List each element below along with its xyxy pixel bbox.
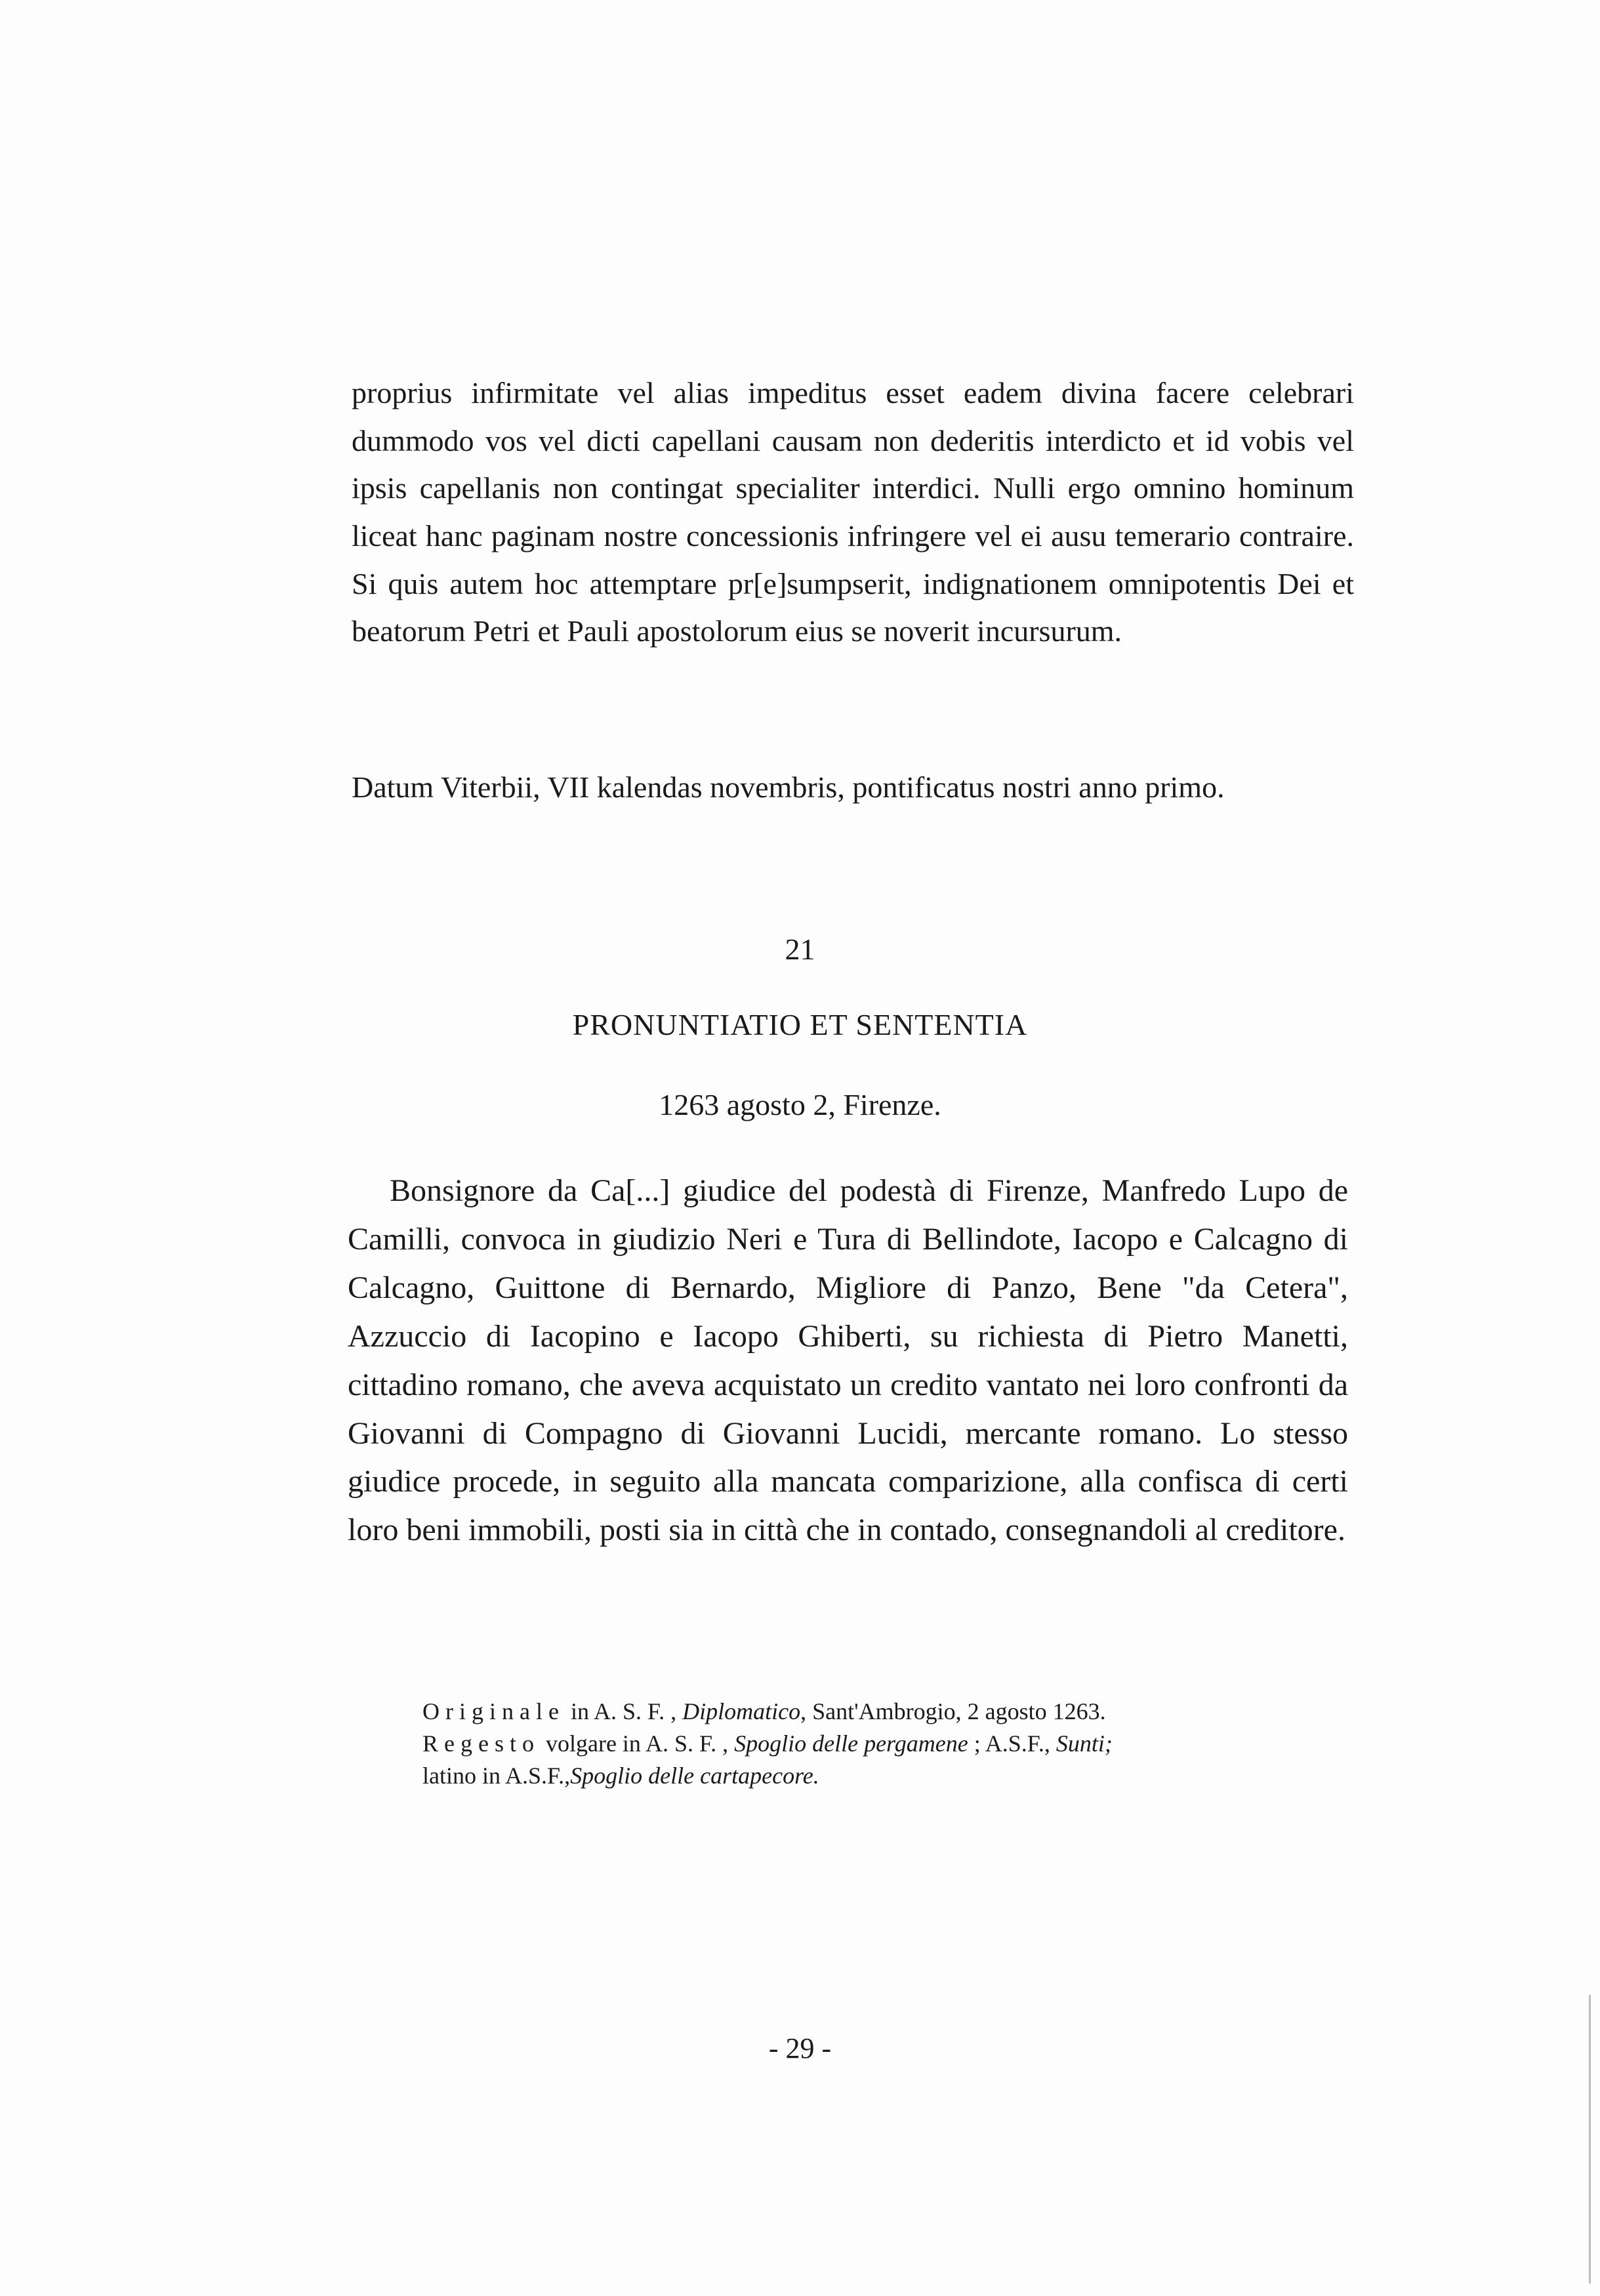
page-number: - 29 - [768, 2032, 832, 2064]
continuation-text: proprius infirmitate vel alias impeditus esset eadem divina facere celebrari dummodo vos vel dicti capellani causam non dederitis interdicto et id vobis vel ipsis capellanis non contingat specialiter interdici. Nulli ergo omnino hominum liceat hanc paginam nostre concessionis infringere vel ei ausu temerario contraire. Si quis autem hoc attemptare pr[e]sumpserit, indignationem omnipotentis Dei et beatorum Petri et Pauli apostolorum eius se noverit incursurum. [352, 376, 1354, 648]
continuation-paragraph [352, 369, 1354, 656]
source-latino-line [422, 1760, 1275, 1792]
document-number: 21 [785, 932, 815, 966]
document-title: PRONUNTIATIO ET SENTENTIA [572, 1008, 1028, 1041]
regesto-work-1: Spoglio delle pergamene [734, 1730, 968, 1757]
summary-text: Bonsignore da Ca[...] giudice del podestà di Firenze, Manfredo Lupo de Camilli, convoca in giudizio Neri e Tura di Bellindote, Iacopo e Calcagno di Calcagno, Guittone di Bernardo, Migliore di Panzo, Bene "da Cetera", Azzuccio di Iacopino e Iacopo Ghiberti, su richiesta di Pietro Manetti, cittadino romano, che aveva acquistato un credito vantato nei loro confronti da Giovanni di Compagno di Giovanni Lucidi, mercante romano. Lo stesso giudice procede, in seguito alla mancata comparizione, alla confisca di certi loro beni immobili, posti sia in città che in contado, consegnandoli al creditore. [348, 1173, 1348, 1548]
source-original-line [422, 1696, 1275, 1728]
original-prefix: in A. S. F. , [564, 1698, 683, 1724]
regesto-mid: ; A.S.F., [968, 1730, 1056, 1757]
regesto-work-2: Sunti; [1056, 1730, 1113, 1757]
original-label: Originale [422, 1698, 565, 1724]
regesto-label: Regesto [422, 1730, 540, 1757]
original-rest: , Sant'Ambrogio, 2 agosto 1263. [800, 1698, 1106, 1724]
latino-work: Spoglio delle cartapecore. [570, 1762, 819, 1789]
latino-prefix: latino in A.S.F., [422, 1762, 571, 1789]
sources-note [422, 1696, 1275, 1792]
original-collection: Diplomatico [682, 1698, 801, 1724]
summary-paragraph [348, 1167, 1348, 1555]
datum-text: Datum Viterbii, VII kalendas novembris, pontificatus nostri anno primo. [352, 770, 1225, 804]
regesto-prefix: volgare in A. S. F. , [539, 1730, 735, 1757]
source-regesto-line [422, 1728, 1275, 1760]
document-date: 1263 agosto 2, Firenze. [659, 1088, 941, 1121]
datum-paragraph [352, 764, 1354, 812]
